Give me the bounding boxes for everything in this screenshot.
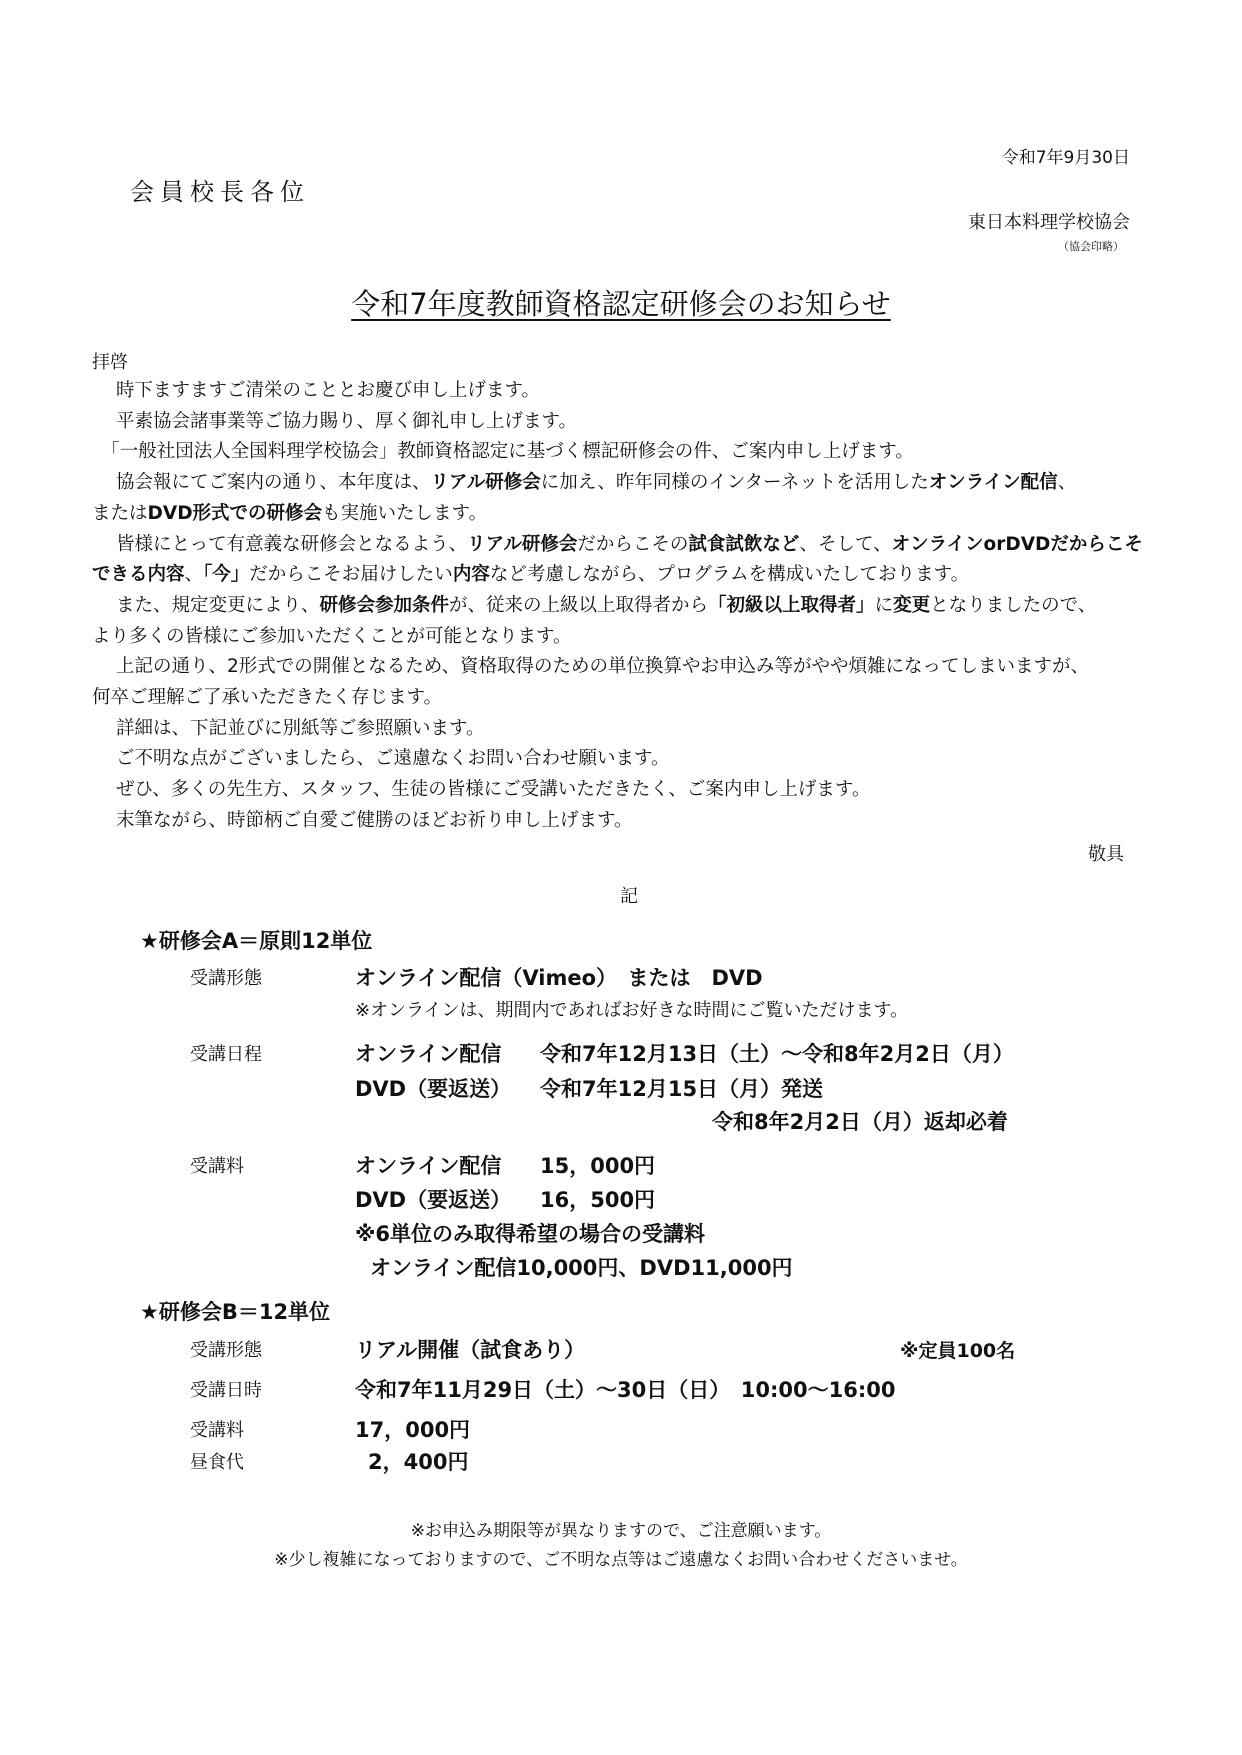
body-text-segment: 詳細は、下記並びに別紙等ご参照願います。 (116, 718, 485, 739)
body-line (116, 714, 485, 740)
body-text-segment: だからこその (577, 534, 689, 555)
course-a-partial-note: ※6単位のみ取得希望の場合の受講料 (355, 1222, 706, 1246)
body-text-segment: 協会報にてご案内の通り、本年度は、 (116, 472, 431, 493)
course-a-schedule-label: 受講日程 (190, 1044, 262, 1065)
course-a-format-label: 受講形態 (190, 968, 262, 989)
emphasis-text: オンラインorDVDだからこそ (891, 534, 1143, 555)
body-line (116, 376, 540, 402)
emphasis-text: リアル研修会 (467, 534, 578, 555)
body-text-segment: となりましたので、 (930, 595, 1097, 616)
course-b-capacity: ※定員100名 (900, 1340, 1016, 1362)
body-text-segment: また、規定変更により、 (116, 595, 320, 616)
course-a-fee-online-label: オンライン配信 (355, 1154, 502, 1178)
footer-note-1: ※お申込み期限等が異なりますので、ご注意願います。 (410, 1521, 832, 1541)
course-a-fee-online: 15，000円 (540, 1154, 656, 1178)
emphasis-text: 内容 (452, 564, 490, 585)
course-b-lunch-label: 昼食代 (190, 1452, 244, 1473)
course-b-heading: ★研修会B＝12単位 (140, 1300, 331, 1324)
emphasis-text: できる内容 (92, 564, 185, 585)
emphasis-text: 試食試飲など (688, 534, 800, 555)
body-text-segment: だからこそお届けしたい (249, 564, 453, 585)
body-text-segment: 皆様にとって有意義な研修会となるよう、 (116, 534, 468, 555)
course-a-format-note: ※オンラインは、期間内であればお好きな時間にご覧いただけます。 (355, 1000, 909, 1021)
course-b-datetime-value: 令和7年11月29日（土）～30日（日） 10:00～16:00 (355, 1378, 896, 1402)
body-text-segment: 平素協会諸事業等ご協力賜り、厚く御礼申し上げます。 (116, 411, 578, 432)
body-text-segment: 、 (184, 564, 204, 585)
body-text-segment: または (92, 503, 148, 524)
body-text-segment: 、そして、 (799, 534, 892, 555)
course-a-heading: ★研修会A＝原則12単位 (140, 929, 373, 953)
course-a-fee-dvd: 16，500円 (540, 1188, 656, 1212)
body-line (116, 591, 1096, 617)
body-text-segment: より多くの皆様にご参加いただくことが可能となります。 (92, 626, 572, 647)
body-line (116, 775, 870, 801)
body-text-segment: が、従来の上級以上取得者から (449, 595, 709, 616)
body-line (116, 407, 577, 433)
course-a-partial-fees: オンライン配信10,000円、DVD11,000円 (370, 1256, 793, 1280)
course-b-fee-value: 17，000円 (355, 1418, 471, 1442)
course-a-dvd-ship: 令和7年12月15日（月）発送 (540, 1077, 824, 1101)
body-text-segment: ご不明な点がございましたら、ご遠慮なくお問い合わせ願います。 (116, 748, 670, 769)
course-a-fee-dvd-label: DVD（要返送） (355, 1188, 512, 1212)
body-line (116, 744, 670, 770)
body-line (92, 560, 969, 586)
body-text-segment: など考慮しながら、プログラムを構成いたしております。 (489, 564, 970, 585)
footer-note-2: ※少し複雑になっておりますので、ご不明な点等はご遠慮なくお問い合わせくださいませ。 (274, 1550, 968, 1570)
closing-word: 敬具 (1088, 844, 1124, 865)
course-a-dvd-return: 令和8年2月2日（月）返却必着 (712, 1110, 1008, 1134)
course-b-lunch-value: 2，400円 (368, 1450, 469, 1474)
body-line (92, 499, 487, 525)
body-line (116, 468, 1076, 494)
emphasis-text: 研修会参加条件 (319, 595, 450, 616)
opening-greeting: 拝啓 (92, 352, 128, 373)
course-b-fee-label: 受講料 (190, 1420, 244, 1441)
body-line (92, 683, 442, 709)
emphasis-text: DVD形式での研修会 (147, 503, 323, 524)
addressee: 会員校長各位 (130, 178, 310, 206)
body-text-segment: 「一般社団法人全国料理学校協会」教師資格認定に基づく標記研修会の件、ご案内申し上げます。 (92, 441, 914, 462)
ki-heading: 記 (620, 886, 638, 907)
seal-note: （協会印略） (1058, 240, 1124, 253)
course-b-datetime-label: 受講日時 (190, 1380, 262, 1401)
body-text-segment: 末筆ながら、時節柄ご自愛ご健勝のほどお祈り申し上げます。 (116, 810, 633, 831)
body-text-segment: ぜひ、多くの先生方、スタッフ、生徒の皆様にご受講いただきたく、ご案内申し上げます。 (116, 779, 871, 800)
body-text-segment: に (874, 595, 894, 616)
emphasis-text: 変更 (893, 595, 931, 616)
course-b-format-label: 受講形態 (190, 1340, 262, 1361)
course-a-online-label: オンライン配信 (355, 1042, 502, 1066)
course-a-format-value: オンライン配信（Vimeo） または DVD (355, 966, 763, 990)
body-text-segment: 上記の通り、2形式での開催となるため、資格取得のための単位換算やお申込み等がやや煩雑になってしまいますが、 (116, 656, 1090, 677)
title-text: 令和7年度教師資格認定研修会のお知らせ (351, 287, 891, 321)
body-line (116, 652, 1089, 678)
body-line (116, 530, 1143, 556)
emphasis-text: リアル研修会 (430, 472, 541, 493)
document-date: 令和7年9月30日 (1001, 148, 1130, 168)
body-text-segment: も実施いたします。 (322, 503, 488, 524)
course-b-format-value: リアル開催（試食あり） (355, 1338, 586, 1362)
emphasis-text: オンライン配信 (928, 472, 1058, 493)
document-title (0, 282, 1242, 323)
body-line (116, 806, 633, 832)
body-text-segment: 時下ますますご清栄のこととお慶び申し上げます。 (116, 380, 541, 401)
body-text-segment: 、 (1057, 472, 1077, 493)
emphasis-text: 「今」 (203, 564, 250, 585)
emphasis-text: 「初級以上取得者」 (708, 595, 875, 616)
body-line (92, 622, 572, 648)
course-a-dvd-label: DVD（要返送） (355, 1077, 512, 1101)
organization-name: 東日本料理学校協会 (968, 212, 1130, 233)
course-a-online-period: 令和7年12月13日（土）～令和8年2月2日（月） (540, 1042, 1014, 1066)
body-line (92, 437, 914, 463)
body-text-segment: に加え、昨年同様のインターネットを活用した (540, 472, 929, 493)
course-a-fee-label: 受講料 (190, 1156, 244, 1177)
body-text-segment: 何卒ご理解ご了承いただきたく存じます。 (92, 687, 443, 708)
